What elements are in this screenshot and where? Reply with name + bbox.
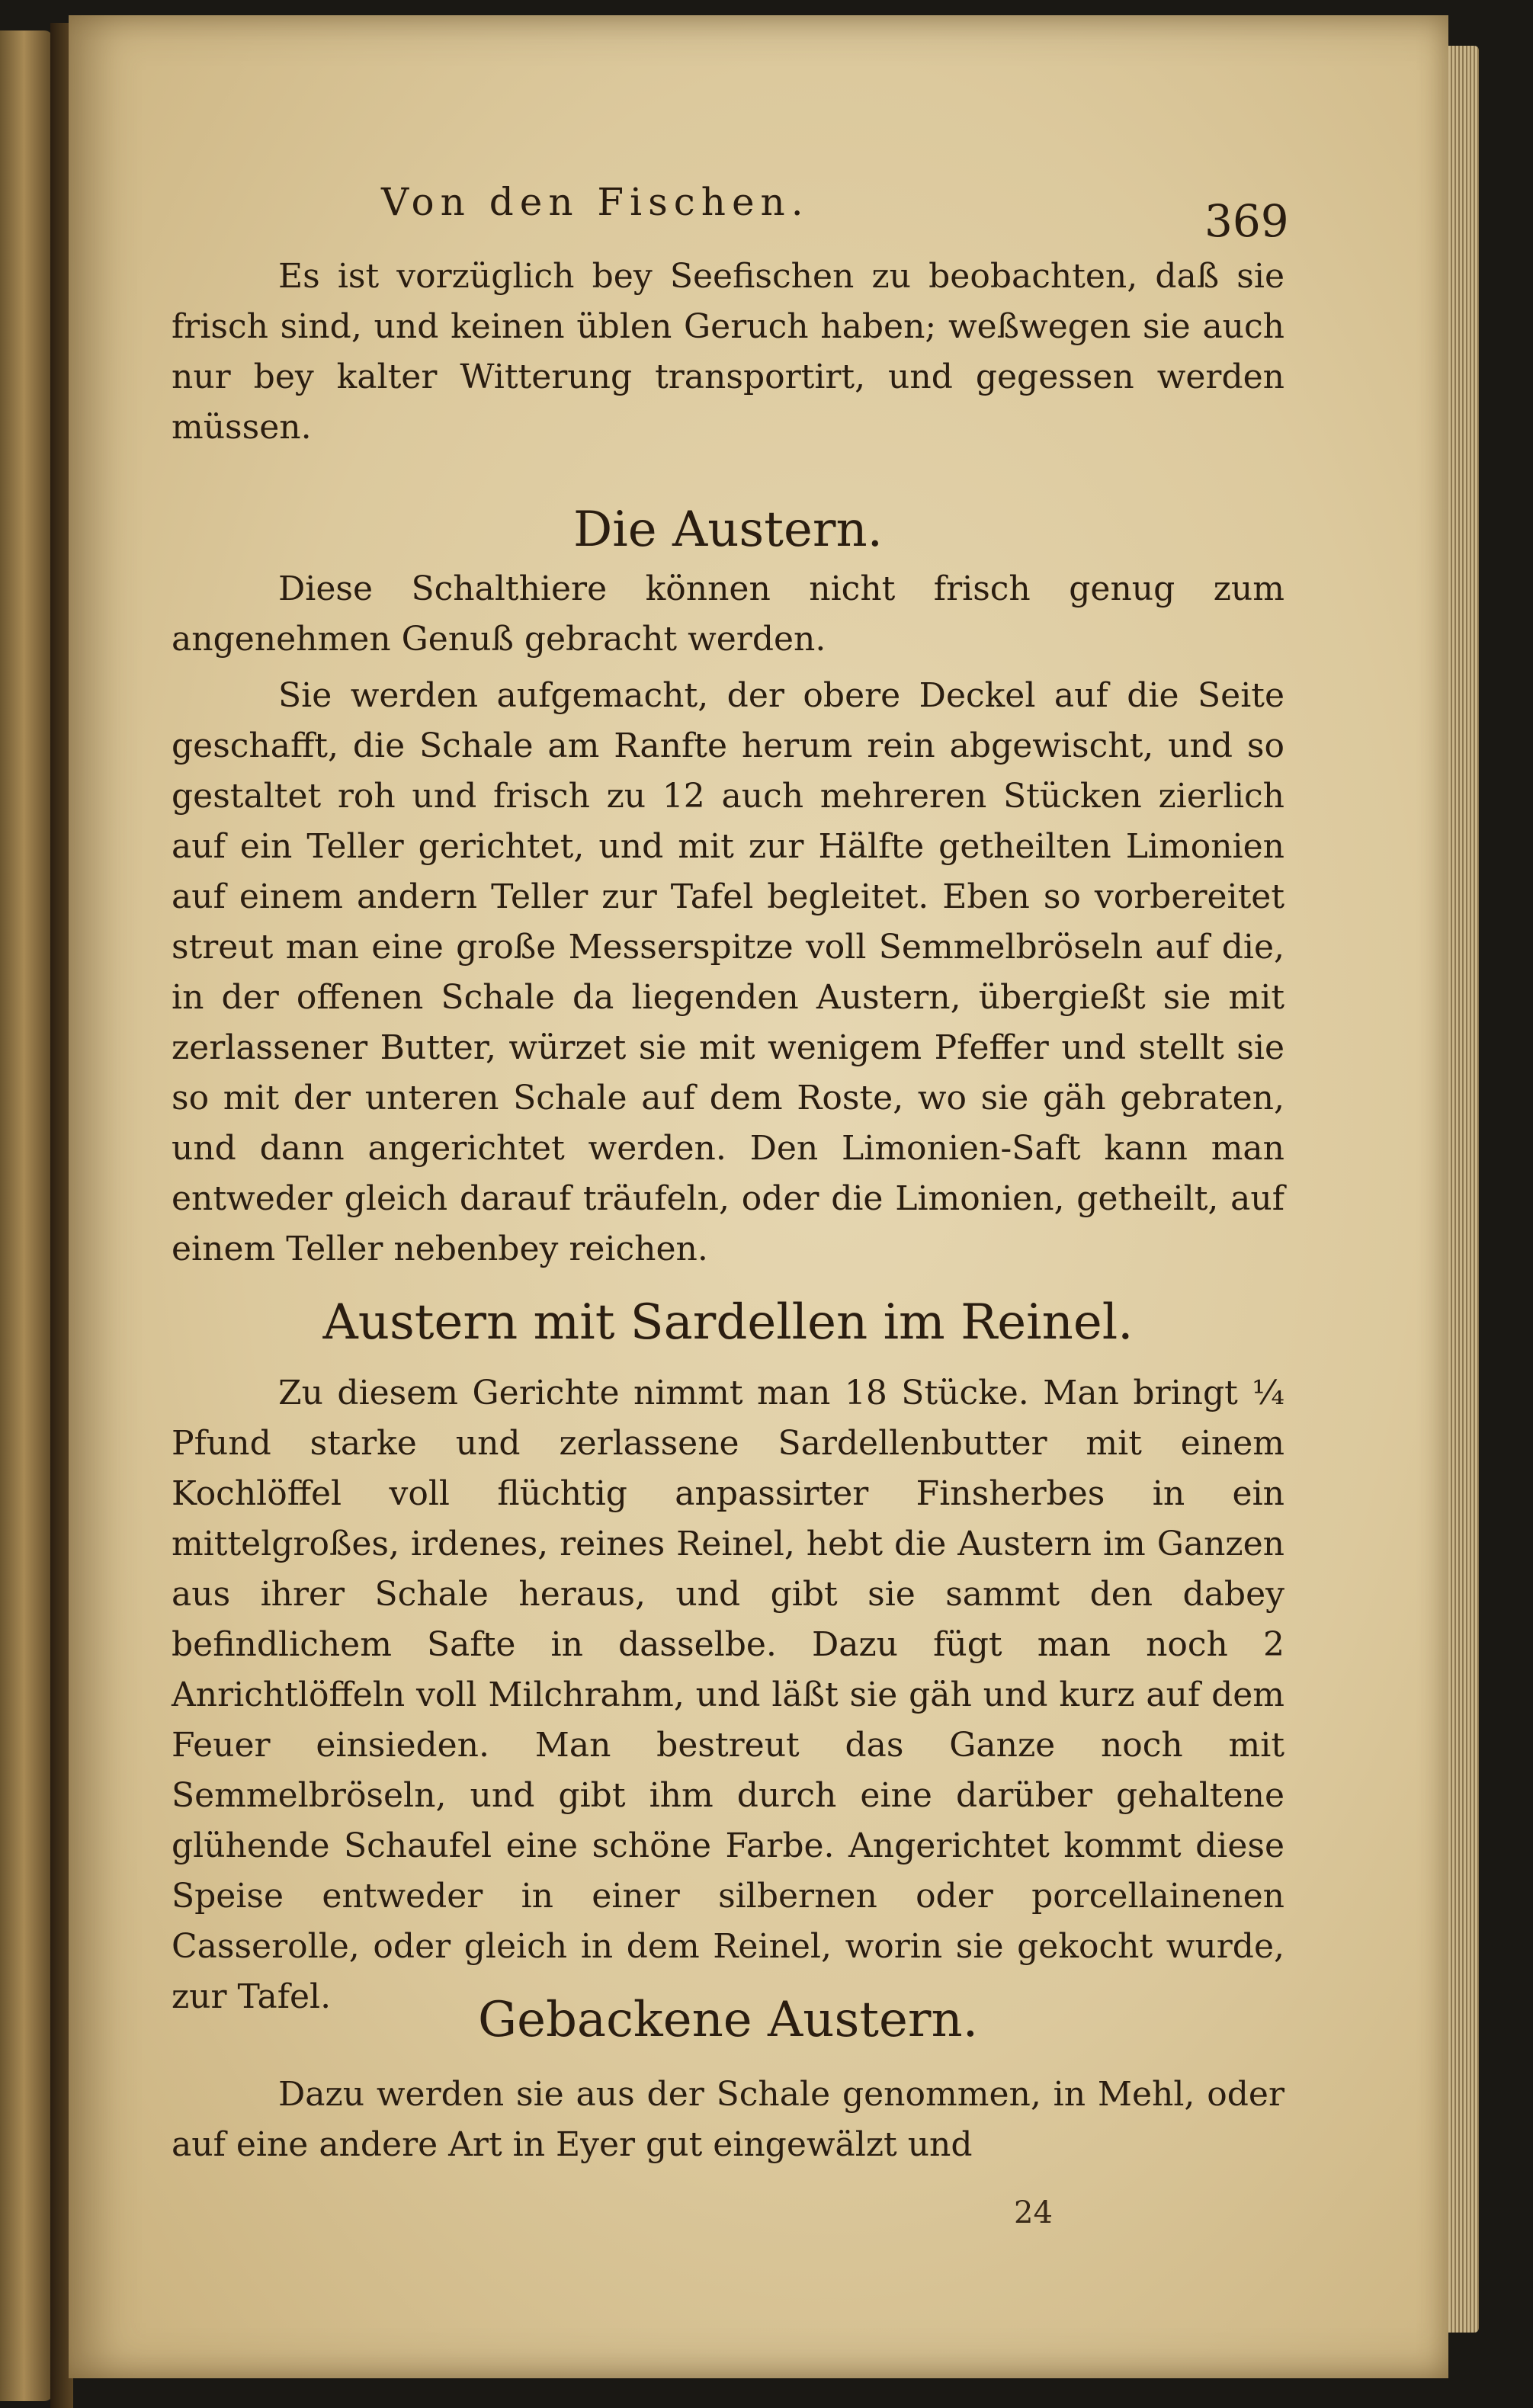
paragraph-sardellen: Zu diesem Gerichte nimmt man 18 Stücke. Man bringt ¼ Pfund starke und zerlassene Sardellenbutter mit einem Kochlöffel voll flüchtig anpassirter Finsherbes in ein mittelgroßes, irdenes, reines Reinel, hebt die Austern im Ganzen aus ihrer Schale heraus, und gibt sie sammt den dabey befindlichem Safte in dasselbe. Dazu fügt man noch 2 Anrichtlöffeln voll Milchrahm, und läßt sie gäh und kurz auf dem Feuer einsieden. Man bestreut das Ganze noch mit Semmelbröseln, und gibt ihm durch eine darüber gehaltene glühende Schaufel eine schöne Farbe. Angerichtet kommt diese Speise entweder in einer silbernen oder porcellainenen Casserolle, oder gleich in dem Reinel, worin sie gekocht wurde, zur Tafel. bbox=[172, 1374, 1284, 2016]
heading-gebackene-austern: Gebackene Austern. bbox=[477, 1992, 979, 2048]
heading-die-austern: Die Austern. bbox=[572, 502, 884, 558]
paragraph-intro: Es ist vorzüglich bey Seefischen zu beobachten, daß sie frisch sind, und keinen üblen Geruch haben; weßwegen sie auch nur bey kalter Witterung transportirt, und gegessen werden müssen. bbox=[172, 257, 1284, 447]
page-number: 369 bbox=[1204, 195, 1289, 247]
running-head: Von den Fischen. bbox=[381, 180, 810, 224]
paragraph-austern-2: Sie werden aufgemacht, der obere Deckel auf die Seite geschafft, die Schale am Ranfte herum rein abgewischt, und so gestaltet roh und frisch zu 12 auch mehreren Stücken zierlich auf ein Teller gerichtet, und mit zur Hälfte getheilten Limonien auf einem andern Teller zur Tafel begleitet. Eben so vorbereitet streut man eine große Messerspitze voll Semmelbröseln auf die, in der offenen Schale da liegenden Austern, übergießt sie mit zerlassener Butter, würzet sie mit wenigem Pfeffer und stellt sie so mit der unteren Schale auf dem Roste, wo sie gäh gebraten, und dann angerichtet werden. Den Limonien-Saft kann man entweder gleich darauf träufeln, oder die Limonien, getheilt, auf einem Teller nebenbey reichen. bbox=[172, 676, 1284, 1268]
previous-page-edge bbox=[0, 30, 53, 2401]
heading-austern-mit-sardellen: Austern mit Sardellen im Reinel. bbox=[322, 1294, 1134, 1351]
signature-mark: 24 bbox=[1014, 2195, 1053, 2230]
paragraph-gebackene: Dazu werden sie aus der Schale genommen, in Mehl, oder auf eine andere Art in Eyer gut eingewälzt und bbox=[172, 2075, 1284, 2164]
paragraph-austern-1: Diese Schalthiere können nicht frisch genug zum angenehmen Genuß gebracht werden. bbox=[172, 569, 1284, 659]
